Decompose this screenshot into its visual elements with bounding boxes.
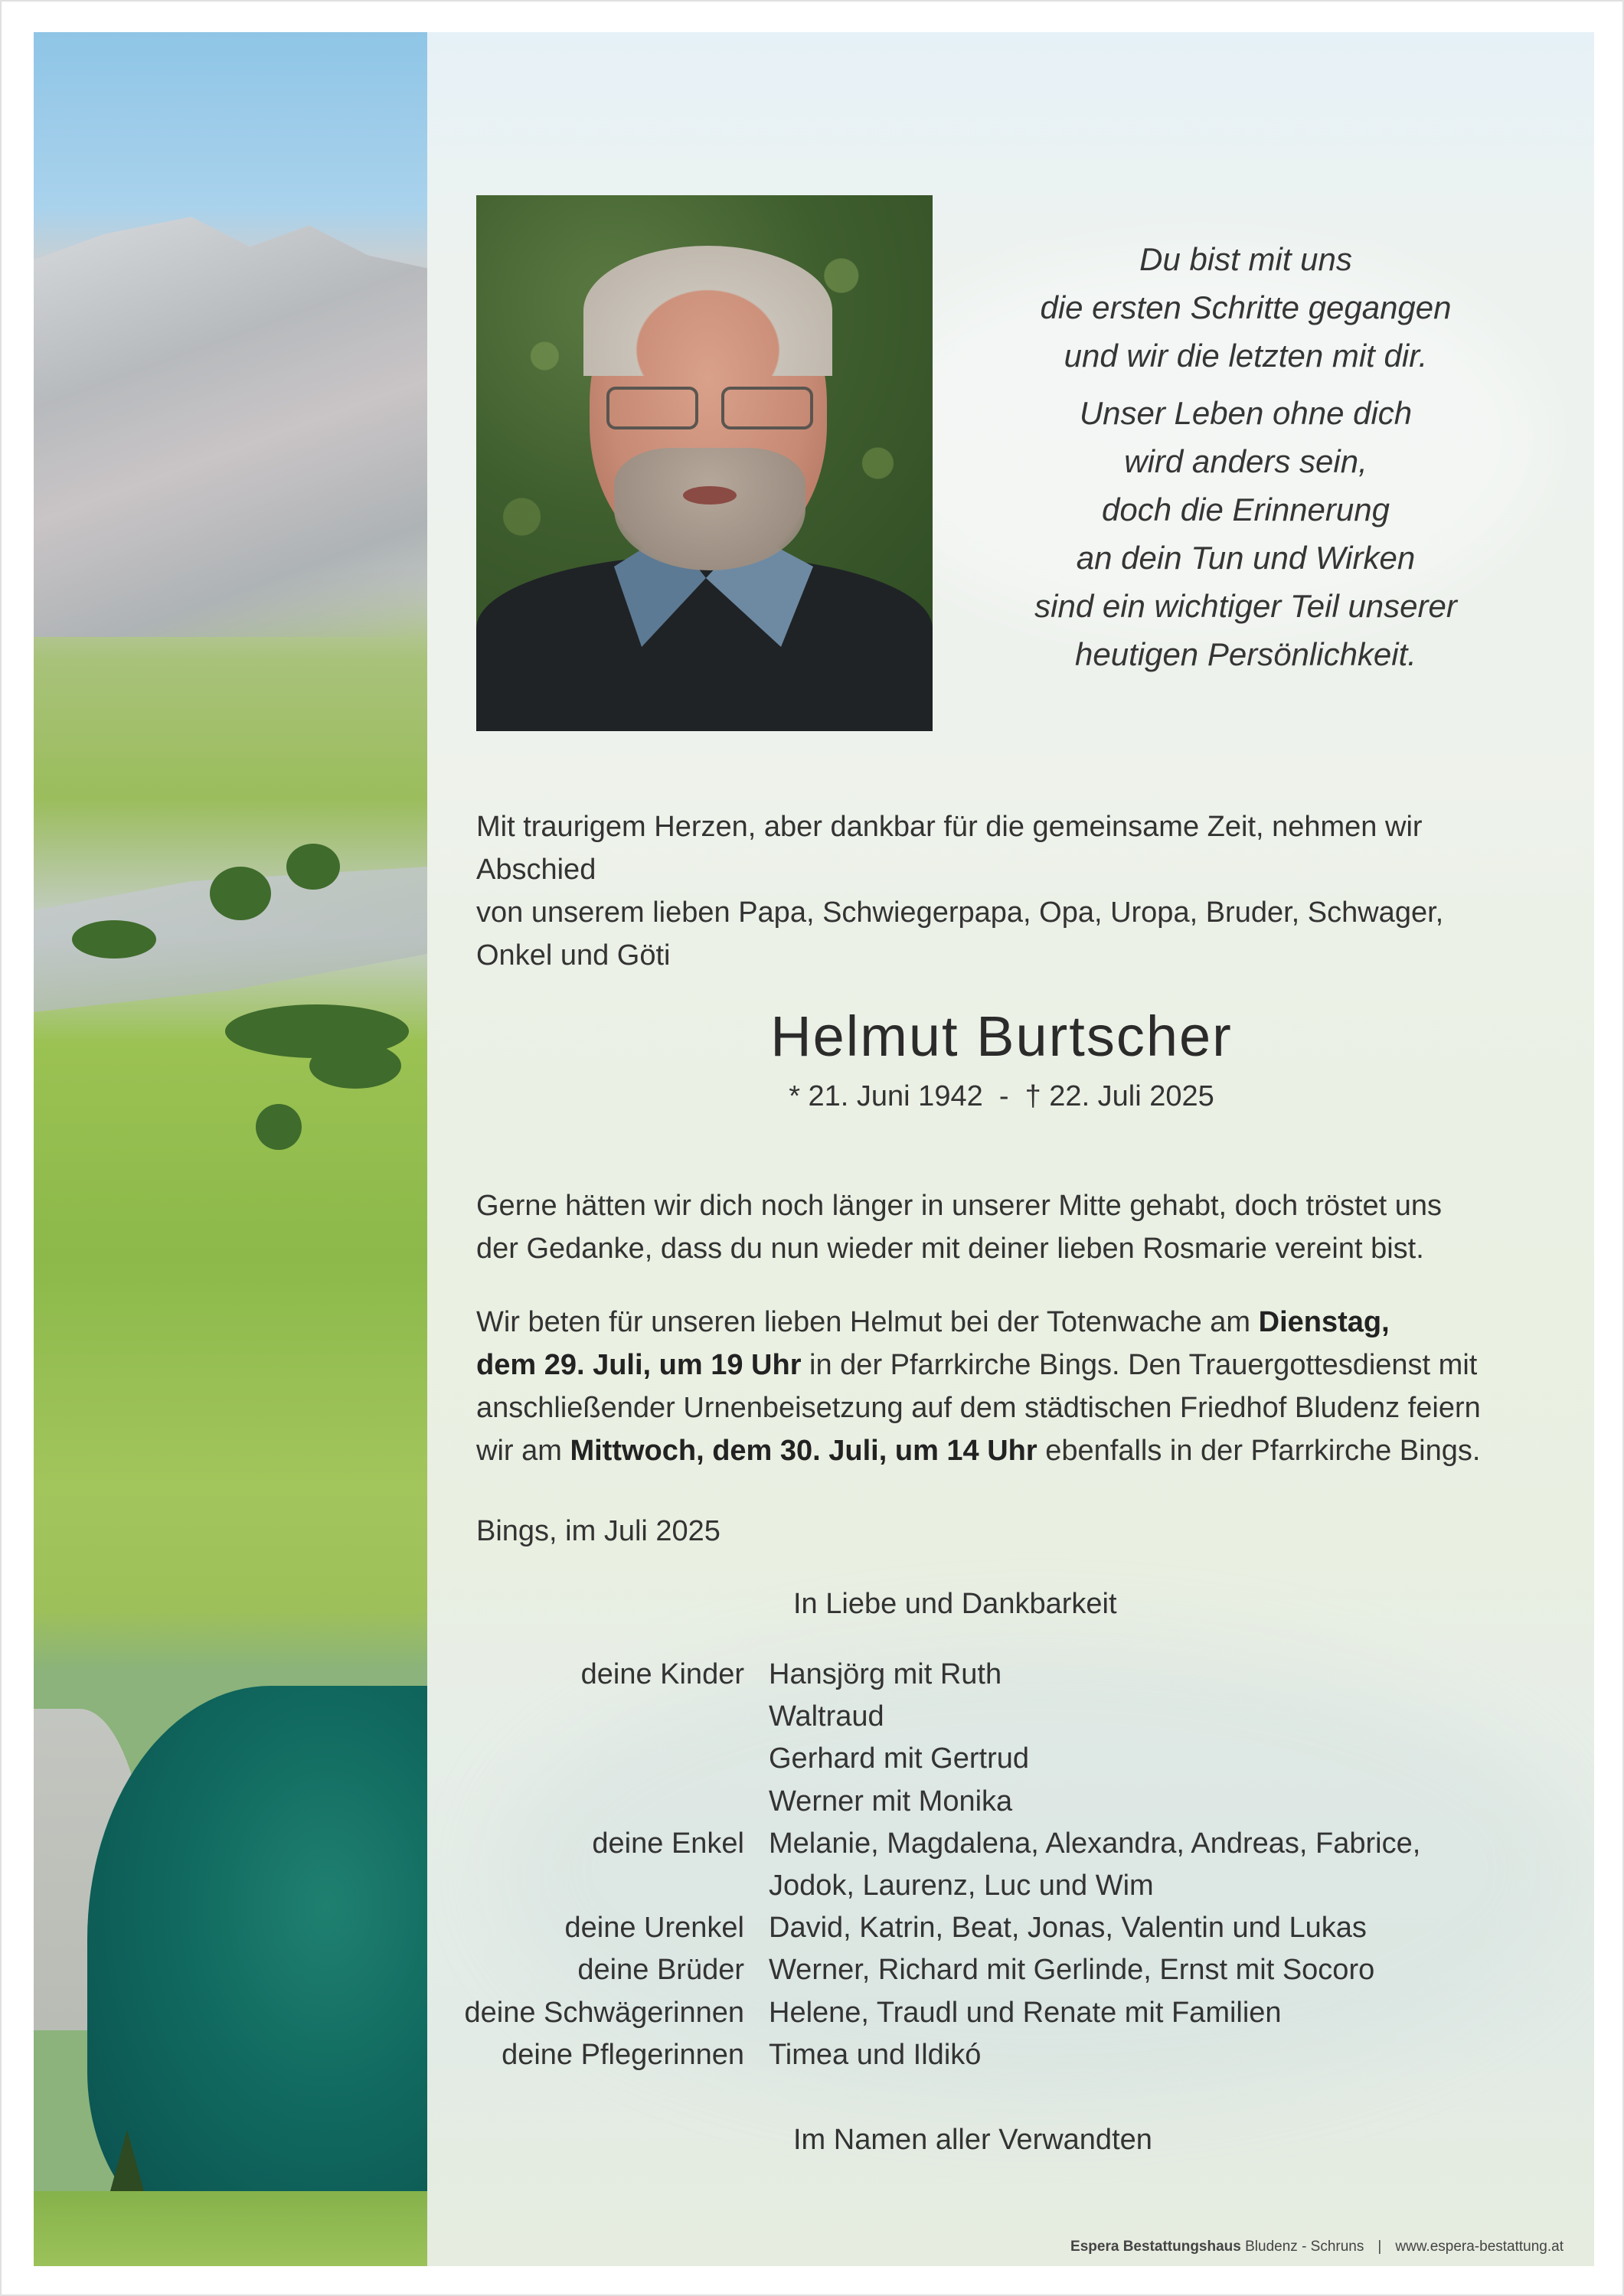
place-date: Bings, im Juli 2025 [476, 1515, 721, 1547]
mourners-list [430, 1654, 1579, 2076]
text-run: Wir beten für unseren lieben Helmut bei der Totenwache am [476, 1306, 1259, 1338]
website-link[interactable]: www.espera-bestattung.at [1395, 2239, 1564, 2255]
tree [110, 2130, 144, 2191]
mourner-role: deine Kinder [580, 1658, 744, 1690]
poem-line: heutigen Persönlichkeit. [1075, 636, 1417, 672]
text-line [476, 1301, 1571, 1344]
shrub [309, 1043, 401, 1089]
mouth [683, 486, 737, 505]
mourner-names: Jodok, Laurenz, Luc und Wim [769, 1870, 1154, 1902]
mourner-row [430, 1907, 1579, 1949]
mourner-role [430, 1696, 769, 1738]
glasses-lens [606, 387, 698, 429]
poem-line: doch die Erinnerung [1102, 492, 1390, 527]
text-run: wir am [476, 1435, 570, 1467]
poem-line: Unser Leben ohne dich [1079, 395, 1413, 431]
mourner-names: Gerhard mit Gertrud [769, 1742, 1029, 1775]
mourner-names: Waltraud [769, 1700, 884, 1733]
intro-text [476, 805, 1548, 977]
mourner-role: deine Brüder [577, 1954, 744, 1987]
poem-line: und wir die letzten mit dir. [1064, 338, 1428, 374]
text-line [476, 1344, 1571, 1386]
text-line: Mit traurigem Herzen, aber dankbar für die gemeinsame Zeit, nehmen wir Abschied [476, 811, 1423, 886]
mourner-role: deine Schwägerinnen [464, 1996, 744, 2029]
mourner-names: Helene, Traudl und Renate mit Familien [769, 1996, 1282, 2029]
poem-line: wird anders sein, [1124, 443, 1367, 479]
mourner-role [430, 1781, 769, 1823]
mourner-role: deine Urenkel [564, 1912, 744, 1945]
shrub [72, 920, 156, 959]
closing-line: Im Namen aller Verwandten [793, 2124, 1152, 2156]
mourner-row [430, 1654, 1579, 1696]
mourner-row [430, 1823, 1579, 1865]
mourner-names: David, Katrin, Beat, Jonas, Valentin und Lukas [769, 1912, 1367, 1945]
mourner-row [430, 1781, 1579, 1823]
text-run: in der Pfarrkirche Bings. Den Trauergottesdienst mit [801, 1349, 1478, 1381]
glasses [606, 387, 821, 433]
text-line: anschließender Urnenbeisetzung auf dem städtischen Friedhof Bludenz feiern [476, 1392, 1481, 1424]
text-run: ebenfalls in der Pfarrkirche Bings. [1037, 1435, 1481, 1467]
mourner-row [430, 1696, 1579, 1738]
consolation-text [476, 1184, 1564, 1270]
mourner-role: deine Pflegerinnen [502, 2038, 744, 2071]
vigil-day: Dienstag, [1258, 1306, 1390, 1338]
service-details [476, 1301, 1571, 1472]
shrub [286, 844, 340, 890]
mourner-role [430, 1738, 769, 1780]
poem-stanza [951, 389, 1541, 678]
footer-separator: | [1377, 2239, 1382, 2255]
deceased-name: Helmut Burtscher [770, 1004, 1233, 1068]
hair [583, 246, 832, 376]
mourner-row [430, 1949, 1579, 1991]
text-line: der Gedanke, dass du nun wieder mit deiner lieben Rosmarie vereint bist. [476, 1233, 1424, 1265]
mountain-rock [34, 208, 427, 637]
mourner-role: deine Enkel [592, 1827, 744, 1860]
text-line [476, 1429, 1571, 1472]
mourner-names: Timea und Ildikó [769, 2038, 982, 2071]
vigil-date-time: dem 29. Juli, um 19 Uhr [476, 1349, 802, 1381]
funeral-home-locations: Bludenz - Schruns [1240, 2239, 1364, 2255]
mourner-row [430, 1865, 1579, 1907]
funeral-date-time: Mittwoch, dem 30. Juli, um 14 Uhr [570, 1435, 1037, 1467]
beard [614, 448, 805, 570]
signoff: In Liebe und Dankbarkeit [793, 1588, 1117, 1620]
life-dates: * 21. Juni 1942 - † 22. Juli 2025 [789, 1080, 1214, 1112]
poem-line: sind ein wichtiger Teil unserer [1034, 588, 1457, 624]
portrait-photo [476, 195, 933, 731]
mourner-names: Hansjörg mit Ruth [769, 1658, 1002, 1690]
shrub [210, 867, 271, 920]
mourner-names: Werner, Richard mit Gerlinde, Ernst mit Socoro [769, 1954, 1375, 1987]
meadow [34, 2191, 427, 2266]
mourner-row [430, 1738, 1579, 1780]
mourner-names: Werner mit Monika [769, 1785, 1013, 1818]
glasses-lens [721, 387, 813, 429]
text-line: Onkel und Göti [476, 939, 671, 972]
funeral-home-name: Espera Bestattungshaus [1070, 2239, 1241, 2255]
mourner-role [430, 1865, 769, 1907]
sweater [476, 555, 933, 731]
poem-line: Du bist mit uns [1139, 241, 1352, 277]
poem-stanza [951, 235, 1541, 380]
footer [767, 2237, 1564, 2257]
poem-line: an dein Tun und Wirken [1076, 540, 1416, 576]
landscape-image [34, 32, 427, 2266]
text-line: von unserem lieben Papa, Schwiegerpapa, Opa, Uropa, Bruder, Schwager, [476, 897, 1444, 929]
mourner-row [430, 2034, 1579, 2076]
text-line: Gerne hätten wir dich noch länger in unserer Mitte gehabt, doch tröstet uns [476, 1190, 1443, 1222]
shrub [256, 1104, 302, 1150]
mourner-names: Melanie, Magdalena, Alexandra, Andreas, Fabrice, [769, 1827, 1421, 1860]
mourner-row [430, 1992, 1579, 2034]
poem-line: die ersten Schritte gegangen [1040, 289, 1452, 325]
memorial-poem [951, 235, 1541, 678]
